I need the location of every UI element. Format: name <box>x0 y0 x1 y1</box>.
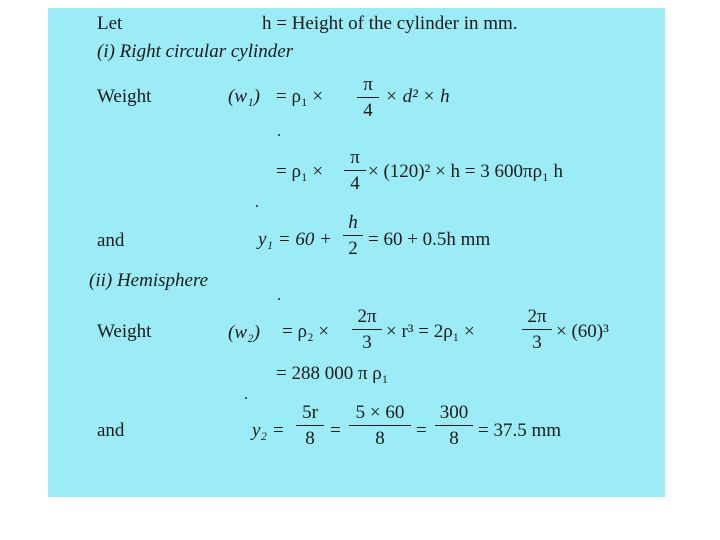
eq2-lhs: = ρ₁ × <box>276 161 324 182</box>
fraction-5r-over-8 <box>296 403 324 448</box>
w1-symbol: (w₁) <box>228 86 260 107</box>
fraction-pi-over-4 <box>357 75 379 120</box>
fraction-denominator: 8 <box>449 428 459 449</box>
section-title-hemisphere: (ii) Hemisphere <box>89 270 209 291</box>
hemi-eq1-c: × (60)³ <box>556 321 609 342</box>
fraction-pi-over-4-b <box>344 148 366 193</box>
eq1-lhs: = ρ₁ × <box>276 86 324 107</box>
definition-text: h = Height of the cylinder in mm. <box>262 13 518 34</box>
equals-1: = <box>330 420 341 441</box>
eq2-rhs: × (120)² × h = 3 600πρ₁ h <box>368 161 563 182</box>
y2-rhs: = 37.5 mm <box>478 420 562 441</box>
fraction-denominator: 8 <box>375 428 385 449</box>
fraction-denominator: 4 <box>350 173 360 194</box>
y1-lhs: y₁ = 60 + <box>258 229 332 250</box>
equals-2: = <box>416 420 427 441</box>
fraction-numerator: 2π <box>357 306 377 327</box>
hemi-eq1-a: = ρ₂ × <box>282 321 330 342</box>
stray-mark <box>278 298 280 300</box>
w2-symbol: (w₂) <box>228 322 260 343</box>
fraction-denominator: 3 <box>362 332 372 353</box>
fraction-denominator: 4 <box>363 100 373 121</box>
fraction-numerator: π <box>363 74 373 95</box>
fraction-2pi-over-3-b <box>522 307 552 352</box>
weight-label-1: Weight <box>97 86 152 107</box>
fraction-numerator: 2π <box>527 306 547 327</box>
y1-rhs: = 60 + 0.5h mm <box>368 229 491 250</box>
and-label-2: and <box>97 420 125 441</box>
fraction-numerator: h <box>348 212 358 233</box>
hemi-eq1-b: × r³ = 2ρ₁ × <box>386 321 475 342</box>
fraction-numerator: π <box>350 147 360 168</box>
stray-mark <box>256 205 258 207</box>
stray-mark <box>245 397 247 399</box>
let-label: Let <box>97 13 123 34</box>
fraction-2pi-over-3 <box>352 307 382 352</box>
weight-label-2: Weight <box>97 321 152 342</box>
y2-lhs: y₂ = <box>252 420 285 441</box>
fraction-denominator: 2 <box>348 238 358 259</box>
fraction-numerator: 5 × 60 <box>355 402 405 423</box>
fraction-numerator: 300 <box>439 402 469 423</box>
hemi-eq2: = 288 000 π ρ₁ <box>276 363 389 384</box>
stray-mark <box>278 134 280 136</box>
fraction-denominator: 8 <box>305 428 315 449</box>
section-title-cylinder: (i) Right circular cylinder <box>97 41 294 62</box>
fraction-300-over-8 <box>435 403 473 448</box>
fraction-numerator: 5r <box>302 402 318 423</box>
fraction-h-over-2 <box>343 213 363 258</box>
fraction-5x60-over-8 <box>349 403 411 448</box>
eq1-rhs: × d² × h <box>385 86 450 107</box>
and-label-1: and <box>97 230 125 251</box>
fraction-denominator: 3 <box>532 332 542 353</box>
